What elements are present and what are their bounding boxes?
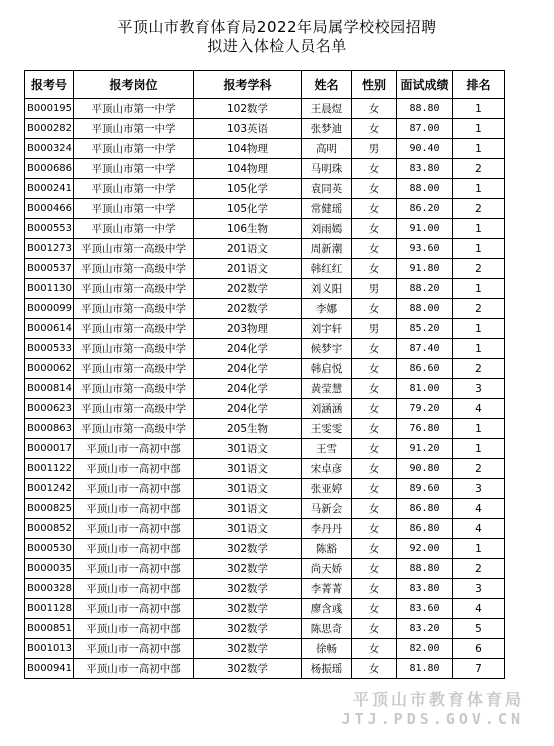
table-row bbox=[25, 219, 505, 239]
table-row bbox=[25, 339, 505, 359]
rank-cell: 1 bbox=[453, 539, 505, 559]
rank-cell: 1 bbox=[453, 139, 505, 159]
document-title: 平顶山市教育体育局2022年局属学校校园招聘 bbox=[117, 18, 437, 36]
score-cell: 86.80 bbox=[397, 519, 453, 539]
table-row bbox=[25, 459, 505, 479]
exam-id-cell: B000062 bbox=[25, 359, 74, 379]
name-cell: 宋卓彦 bbox=[302, 459, 352, 479]
table-row bbox=[25, 259, 505, 279]
table-row bbox=[25, 279, 505, 299]
gender-cell: 女 bbox=[352, 439, 397, 459]
exam-id-cell: B000851 bbox=[25, 619, 74, 639]
header-position: 报考岗位 bbox=[74, 71, 194, 99]
position-cell: 平顶山市第一中学 bbox=[74, 219, 194, 239]
table-row bbox=[25, 179, 505, 199]
header-name: 姓名 bbox=[302, 71, 352, 99]
table-row bbox=[25, 359, 505, 379]
gender-cell: 女 bbox=[352, 299, 397, 319]
subject-cell: 201语文 bbox=[194, 259, 302, 279]
rank-cell: 6 bbox=[453, 639, 505, 659]
table-row bbox=[25, 519, 505, 539]
score-cell: 88.80 bbox=[397, 99, 453, 119]
score-cell: 90.40 bbox=[397, 139, 453, 159]
score-cell: 76.80 bbox=[397, 419, 453, 439]
header-interview-score: 面试成绩 bbox=[397, 71, 453, 99]
exam-id-cell: B000017 bbox=[25, 439, 74, 459]
subject-cell: 203物理 bbox=[194, 319, 302, 339]
watermark-agency: 平顶山市教育体育局 bbox=[352, 690, 524, 709]
subject-cell: 103英语 bbox=[194, 119, 302, 139]
name-cell: 尚天娇 bbox=[302, 559, 352, 579]
subject-cell: 302数学 bbox=[194, 639, 302, 659]
rank-cell: 2 bbox=[453, 259, 505, 279]
table-header-row bbox=[25, 71, 505, 99]
name-cell: 韩红红 bbox=[302, 259, 352, 279]
subject-cell: 105化学 bbox=[194, 199, 302, 219]
name-cell: 刘雨嫣 bbox=[302, 219, 352, 239]
gender-cell: 女 bbox=[352, 219, 397, 239]
subject-cell: 302数学 bbox=[194, 559, 302, 579]
rank-cell: 1 bbox=[453, 99, 505, 119]
gender-cell: 女 bbox=[352, 339, 397, 359]
exam-id-cell: B000035 bbox=[25, 559, 74, 579]
watermark-url: JTJ.PDS.GOV.CN bbox=[341, 710, 524, 728]
subject-cell: 102数学 bbox=[194, 99, 302, 119]
header-exam-id: 报考号 bbox=[25, 71, 74, 99]
exam-id-cell: B001128 bbox=[25, 599, 74, 619]
table-row bbox=[25, 659, 505, 679]
score-cell: 90.80 bbox=[397, 459, 453, 479]
name-cell: 廖含彧 bbox=[302, 599, 352, 619]
name-cell: 马明珠 bbox=[302, 159, 352, 179]
name-cell: 李菁菁 bbox=[302, 579, 352, 599]
table-row bbox=[25, 239, 505, 259]
exam-id-cell: B000099 bbox=[25, 299, 74, 319]
rank-cell: 1 bbox=[453, 339, 505, 359]
position-cell: 平顶山市第一高级中学 bbox=[74, 379, 194, 399]
subject-cell: 301语文 bbox=[194, 479, 302, 499]
exam-id-cell: B000553 bbox=[25, 219, 74, 239]
rank-cell: 4 bbox=[453, 399, 505, 419]
score-cell: 88.00 bbox=[397, 299, 453, 319]
subject-cell: 205生物 bbox=[194, 419, 302, 439]
score-cell: 86.60 bbox=[397, 359, 453, 379]
gender-cell: 女 bbox=[352, 419, 397, 439]
gender-cell: 女 bbox=[352, 499, 397, 519]
position-cell: 平顶山市一高初中部 bbox=[74, 439, 194, 459]
score-cell: 91.00 bbox=[397, 219, 453, 239]
name-cell: 张梦迪 bbox=[302, 119, 352, 139]
gender-cell: 女 bbox=[352, 519, 397, 539]
exam-id-cell: B000941 bbox=[25, 659, 74, 679]
position-cell: 平顶山市一高初中部 bbox=[74, 619, 194, 639]
name-cell: 高明 bbox=[302, 139, 352, 159]
position-cell: 平顶山市第一高级中学 bbox=[74, 339, 194, 359]
exam-id-cell: B000533 bbox=[25, 339, 74, 359]
position-cell: 平顶山市一高初中部 bbox=[74, 519, 194, 539]
gender-cell: 女 bbox=[352, 399, 397, 419]
table-row bbox=[25, 619, 505, 639]
position-cell: 平顶山市一高初中部 bbox=[74, 459, 194, 479]
exam-id-cell: B000241 bbox=[25, 179, 74, 199]
score-cell: 88.00 bbox=[397, 179, 453, 199]
gender-cell: 女 bbox=[352, 539, 397, 559]
subject-cell: 302数学 bbox=[194, 599, 302, 619]
name-cell: 刘宇轩 bbox=[302, 319, 352, 339]
gender-cell: 女 bbox=[352, 599, 397, 619]
position-cell: 平顶山市一高初中部 bbox=[74, 579, 194, 599]
score-cell: 91.80 bbox=[397, 259, 453, 279]
rank-cell: 5 bbox=[453, 619, 505, 639]
table-row bbox=[25, 499, 505, 519]
subject-cell: 204化学 bbox=[194, 379, 302, 399]
subject-cell: 106生物 bbox=[194, 219, 302, 239]
name-cell: 刘义阳 bbox=[302, 279, 352, 299]
position-cell: 平顶山市一高初中部 bbox=[74, 639, 194, 659]
score-cell: 81.80 bbox=[397, 659, 453, 679]
name-cell: 张亚婷 bbox=[302, 479, 352, 499]
subject-cell: 202数学 bbox=[194, 279, 302, 299]
rank-cell: 3 bbox=[453, 479, 505, 499]
exam-id-cell: B000614 bbox=[25, 319, 74, 339]
subject-cell: 301语文 bbox=[194, 439, 302, 459]
gender-cell: 女 bbox=[352, 579, 397, 599]
exam-id-cell: B000324 bbox=[25, 139, 74, 159]
exam-id-cell: B000282 bbox=[25, 119, 74, 139]
subject-cell: 104物理 bbox=[194, 159, 302, 179]
score-cell: 82.00 bbox=[397, 639, 453, 659]
exam-id-cell: B000814 bbox=[25, 379, 74, 399]
gender-cell: 女 bbox=[352, 99, 397, 119]
position-cell: 平顶山市第一高级中学 bbox=[74, 419, 194, 439]
gender-cell: 女 bbox=[352, 459, 397, 479]
name-cell: 刘涵涵 bbox=[302, 399, 352, 419]
gender-cell: 男 bbox=[352, 139, 397, 159]
score-cell: 83.60 bbox=[397, 599, 453, 619]
rank-cell: 2 bbox=[453, 199, 505, 219]
score-cell: 88.80 bbox=[397, 559, 453, 579]
position-cell: 平顶山市一高初中部 bbox=[74, 479, 194, 499]
gender-cell: 女 bbox=[352, 179, 397, 199]
subject-cell: 302数学 bbox=[194, 579, 302, 599]
exam-id-cell: B001242 bbox=[25, 479, 74, 499]
gender-cell: 女 bbox=[352, 259, 397, 279]
table-row bbox=[25, 379, 505, 399]
name-cell: 马新会 bbox=[302, 499, 352, 519]
position-cell: 平顶山市一高初中部 bbox=[74, 499, 194, 519]
gender-cell: 女 bbox=[352, 159, 397, 179]
rank-cell: 1 bbox=[453, 419, 505, 439]
gender-cell: 女 bbox=[352, 359, 397, 379]
rank-cell: 2 bbox=[453, 559, 505, 579]
score-cell: 86.20 bbox=[397, 199, 453, 219]
table-row bbox=[25, 439, 505, 459]
position-cell: 平顶山市第一中学 bbox=[74, 99, 194, 119]
score-cell: 92.00 bbox=[397, 539, 453, 559]
score-cell: 89.60 bbox=[397, 479, 453, 499]
exam-id-cell: B000537 bbox=[25, 259, 74, 279]
subject-cell: 202数学 bbox=[194, 299, 302, 319]
score-cell: 83.80 bbox=[397, 579, 453, 599]
rank-cell: 1 bbox=[453, 219, 505, 239]
table-row bbox=[25, 119, 505, 139]
gender-cell: 女 bbox=[352, 379, 397, 399]
header-gender: 性别 bbox=[352, 71, 397, 99]
rank-cell: 1 bbox=[453, 279, 505, 299]
gender-cell: 女 bbox=[352, 619, 397, 639]
rank-cell: 3 bbox=[453, 579, 505, 599]
table-row bbox=[25, 139, 505, 159]
score-cell: 87.40 bbox=[397, 339, 453, 359]
gender-cell: 女 bbox=[352, 639, 397, 659]
table-row bbox=[25, 579, 505, 599]
subject-cell: 204化学 bbox=[194, 399, 302, 419]
document-subtitle: 拟进入体检人员名单 bbox=[207, 37, 347, 55]
position-cell: 平顶山市第一高级中学 bbox=[74, 399, 194, 419]
subject-cell: 104物理 bbox=[194, 139, 302, 159]
exam-id-cell: B001013 bbox=[25, 639, 74, 659]
exam-id-cell: B000686 bbox=[25, 159, 74, 179]
table-row bbox=[25, 559, 505, 579]
rank-cell: 1 bbox=[453, 239, 505, 259]
rank-cell: 7 bbox=[453, 659, 505, 679]
subject-cell: 204化学 bbox=[194, 339, 302, 359]
rank-cell: 4 bbox=[453, 599, 505, 619]
exam-id-cell: B000328 bbox=[25, 579, 74, 599]
name-cell: 韩启悦 bbox=[302, 359, 352, 379]
rank-cell: 2 bbox=[453, 159, 505, 179]
rank-cell: 4 bbox=[453, 519, 505, 539]
table-row bbox=[25, 319, 505, 339]
name-cell: 常健瑶 bbox=[302, 199, 352, 219]
position-cell: 平顶山市一高初中部 bbox=[74, 539, 194, 559]
rank-cell: 2 bbox=[453, 459, 505, 479]
gender-cell: 男 bbox=[352, 319, 397, 339]
table-row bbox=[25, 299, 505, 319]
score-cell: 88.20 bbox=[397, 279, 453, 299]
position-cell: 平顶山市一高初中部 bbox=[74, 599, 194, 619]
exam-id-cell: B001130 bbox=[25, 279, 74, 299]
header-rank: 排名 bbox=[453, 71, 505, 99]
name-cell: 周新潮 bbox=[302, 239, 352, 259]
subject-cell: 105化学 bbox=[194, 179, 302, 199]
position-cell: 平顶山市第一高级中学 bbox=[74, 299, 194, 319]
position-cell: 平顶山市第一高级中学 bbox=[74, 279, 194, 299]
name-cell: 王雯雯 bbox=[302, 419, 352, 439]
subject-cell: 301语文 bbox=[194, 499, 302, 519]
position-cell: 平顶山市第一中学 bbox=[74, 119, 194, 139]
table-row bbox=[25, 539, 505, 559]
exam-id-cell: B000530 bbox=[25, 539, 74, 559]
position-cell: 平顶山市第一高级中学 bbox=[74, 259, 194, 279]
name-cell: 候梦宇 bbox=[302, 339, 352, 359]
position-cell: 平顶山市第一中学 bbox=[74, 179, 194, 199]
rank-cell: 1 bbox=[453, 319, 505, 339]
table-row bbox=[25, 419, 505, 439]
score-cell: 85.20 bbox=[397, 319, 453, 339]
table-row bbox=[25, 479, 505, 499]
rank-cell: 1 bbox=[453, 439, 505, 459]
gender-cell: 女 bbox=[352, 199, 397, 219]
gender-cell: 女 bbox=[352, 559, 397, 579]
subject-cell: 302数学 bbox=[194, 619, 302, 639]
score-cell: 86.80 bbox=[397, 499, 453, 519]
exam-id-cell: B000852 bbox=[25, 519, 74, 539]
position-cell: 平顶山市第一中学 bbox=[74, 139, 194, 159]
table-row bbox=[25, 99, 505, 119]
gender-cell: 女 bbox=[352, 479, 397, 499]
score-cell: 83.20 bbox=[397, 619, 453, 639]
position-cell: 平顶山市一高初中部 bbox=[74, 559, 194, 579]
subject-cell: 302数学 bbox=[194, 539, 302, 559]
score-cell: 87.00 bbox=[397, 119, 453, 139]
gender-cell: 女 bbox=[352, 239, 397, 259]
position-cell: 平顶山市第一中学 bbox=[74, 159, 194, 179]
subject-cell: 301语文 bbox=[194, 459, 302, 479]
name-cell: 王晨煜 bbox=[302, 99, 352, 119]
score-cell: 83.80 bbox=[397, 159, 453, 179]
name-cell: 黄莹慧 bbox=[302, 379, 352, 399]
exam-id-cell: B000195 bbox=[25, 99, 74, 119]
gender-cell: 女 bbox=[352, 659, 397, 679]
name-cell: 王雪 bbox=[302, 439, 352, 459]
position-cell: 平顶山市第一高级中学 bbox=[74, 359, 194, 379]
header-subject: 报考学科 bbox=[194, 71, 302, 99]
position-cell: 平顶山市第一高级中学 bbox=[74, 239, 194, 259]
name-cell: 徐畅 bbox=[302, 639, 352, 659]
table-row bbox=[25, 639, 505, 659]
rank-cell: 4 bbox=[453, 499, 505, 519]
name-cell: 陈思奇 bbox=[302, 619, 352, 639]
rank-cell: 1 bbox=[453, 179, 505, 199]
name-cell: 袁同英 bbox=[302, 179, 352, 199]
score-cell: 93.60 bbox=[397, 239, 453, 259]
table-row bbox=[25, 159, 505, 179]
position-cell: 平顶山市第一高级中学 bbox=[74, 319, 194, 339]
name-cell: 陈豁 bbox=[302, 539, 352, 559]
exam-id-cell: B000825 bbox=[25, 499, 74, 519]
subject-cell: 302数学 bbox=[194, 659, 302, 679]
exam-id-cell: B000623 bbox=[25, 399, 74, 419]
score-cell: 79.20 bbox=[397, 399, 453, 419]
score-cell: 91.20 bbox=[397, 439, 453, 459]
subject-cell: 204化学 bbox=[194, 359, 302, 379]
table-row bbox=[25, 599, 505, 619]
subject-cell: 201语文 bbox=[194, 239, 302, 259]
position-cell: 平顶山市第一中学 bbox=[74, 199, 194, 219]
table-row bbox=[25, 199, 505, 219]
score-cell: 81.00 bbox=[397, 379, 453, 399]
rank-cell: 2 bbox=[453, 299, 505, 319]
exam-id-cell: B000466 bbox=[25, 199, 74, 219]
gender-cell: 男 bbox=[352, 279, 397, 299]
exam-id-cell: B001122 bbox=[25, 459, 74, 479]
rank-cell: 1 bbox=[453, 119, 505, 139]
name-cell: 杨振瑶 bbox=[302, 659, 352, 679]
table-row bbox=[25, 399, 505, 419]
candidate-table bbox=[24, 70, 505, 679]
exam-id-cell: B001273 bbox=[25, 239, 74, 259]
rank-cell: 2 bbox=[453, 359, 505, 379]
gender-cell: 女 bbox=[352, 119, 397, 139]
position-cell: 平顶山市一高初中部 bbox=[74, 659, 194, 679]
subject-cell: 301语文 bbox=[194, 519, 302, 539]
name-cell: 李娜 bbox=[302, 299, 352, 319]
rank-cell: 3 bbox=[453, 379, 505, 399]
name-cell: 李丹丹 bbox=[302, 519, 352, 539]
exam-id-cell: B000863 bbox=[25, 419, 74, 439]
